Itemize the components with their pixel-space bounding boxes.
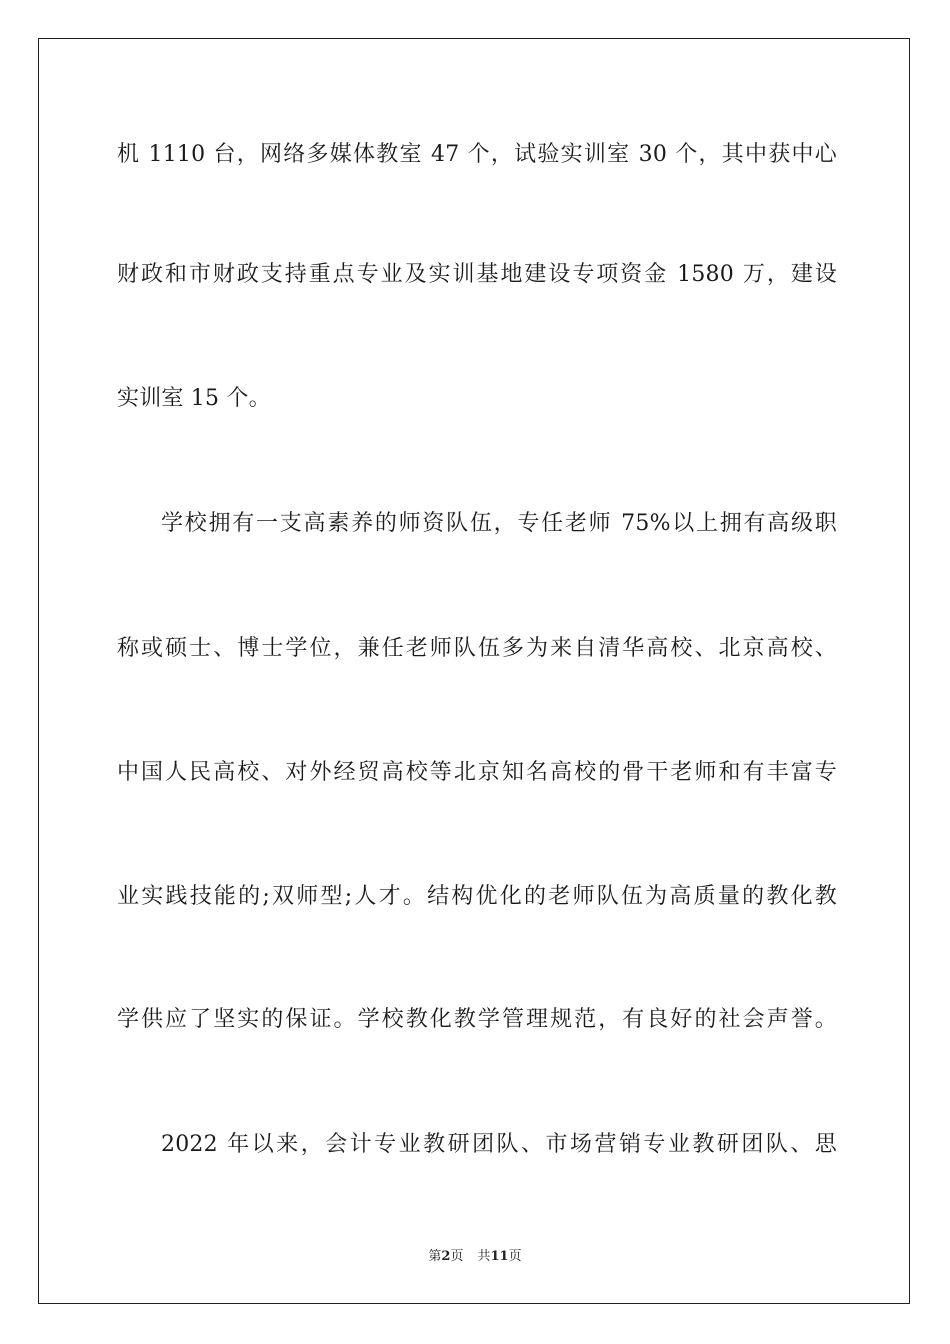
page-suffix: 页 [450,1249,464,1264]
total-pages: 11 [490,1249,509,1264]
total-prefix: 共 [477,1249,491,1264]
text-line-9: 2022 年以来，会计专业教研团队、市场营销专业教研团队、思 [161,1132,837,1157]
text-line-6: 中国人民高校、对外经贸高校等北京知名高校的骨干老师和有丰富专 [117,760,837,785]
text-line-2: 财政和市财政支持重点专业及实训基地建设专项资金 1580 万，建设 [117,262,837,287]
text-line-5: 称或硕士、博士学位，兼任老师队伍多为来自清华高校、北京高校、 [117,636,837,661]
text-line-3: 实训室 15 个。 [117,386,271,411]
page-footer [0,1248,950,1266]
text-line-8: 学供应了坚实的保证。学校教化教学管理规范，有良好的社会声誉。 [117,1007,837,1032]
page-number: 2 [441,1249,451,1264]
total-suffix: 页 [508,1249,522,1264]
page-prefix: 第 [428,1249,442,1264]
text-line-7: 业实践技能的;双师型;人才。结构优化的老师队伍为高质量的教化教 [117,884,837,909]
text-line-1: 机 1110 台，网络多媒体教室 47 个，试验实训室 30 个，其中获中心 [117,142,837,167]
text-line-4: 学校拥有一支高素养的师资队伍，专任老师 75%以上拥有高级职 [161,511,837,536]
page-border [38,38,910,1304]
